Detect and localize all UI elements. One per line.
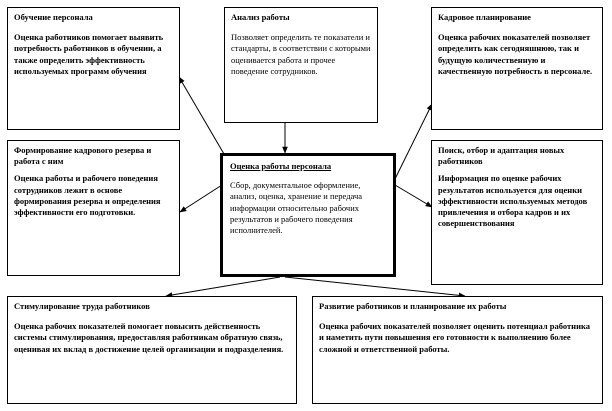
stimulation-text: Оценка рабочих показателей помогает повысить действенность системы стимулирования, предоставляя работникам обратную связь, оценивая их вклад в достижение целей организации и подразделения.	[14, 321, 284, 354]
job-analysis-text: Позволяет определить те показатели и стандарты, в соответствии с которыми оценивается работа и прочее поведение сотрудников.	[231, 32, 371, 76]
training-text: Оценка работников помогает выявить потребность работников в обучении, а также определить эффективность используемых программ обучения	[14, 32, 164, 76]
stimulation-box	[7, 296, 297, 404]
arrow-to-training	[179, 77, 224, 154]
hr-planning-box	[431, 7, 603, 130]
recruitment-title: Поиск, отбор и адаптация новых работников	[438, 145, 565, 167]
center-box	[220, 153, 396, 277]
recruitment-box	[431, 140, 603, 285]
recruitment-text: Информация по оценке рабочих результатов используется для оценки эффективности используемых методов привлечения и отбора кадров и их совершенствования	[438, 173, 588, 229]
hr-planning-title: Кадровое планирование	[438, 12, 531, 22]
arrow-to-reserve	[180, 185, 222, 212]
hr-planning-text: Оценка рабочих показателей позволяет определить как сегодняшнюю, так и будущую количественную и качественную потребность в персонале.	[438, 32, 593, 76]
center-title: Оценка работы персонала	[230, 161, 332, 171]
training-title: Обучение персонала	[14, 12, 93, 22]
arrow-to-stimulation	[166, 277, 280, 296]
stimulation-title: Стимулирование труда работников	[14, 301, 150, 311]
training-box	[7, 7, 180, 130]
development-box	[312, 296, 603, 404]
center-text: Сбор, документальное оформление, анализ, оценка, хранение и передача информации относительно рабочих результатов и рабочего поведения исполнителей.	[230, 180, 363, 236]
development-text: Оценка рабочих показателей позволяет оценить потенциал работника и наметить пути повышения его готовности к выполнению более сложной и ответственной работы.	[319, 321, 590, 354]
arrow-to-recruitment	[395, 185, 432, 207]
arrow-to-hr-planning	[394, 104, 432, 181]
job-analysis-box	[224, 7, 378, 123]
reserve-title: Формирование кадрового резерва и работа с ним	[14, 145, 152, 167]
reserve-box	[7, 140, 180, 276]
development-title: Развитие работников и планирование их работы	[319, 301, 507, 311]
reserve-text: Оценка работы и рабочего поведения сотрудников лежит в основе формирования резерва и определения эффективности его подготовки.	[14, 173, 161, 218]
job-analysis-title: Анализ работы	[231, 12, 290, 22]
